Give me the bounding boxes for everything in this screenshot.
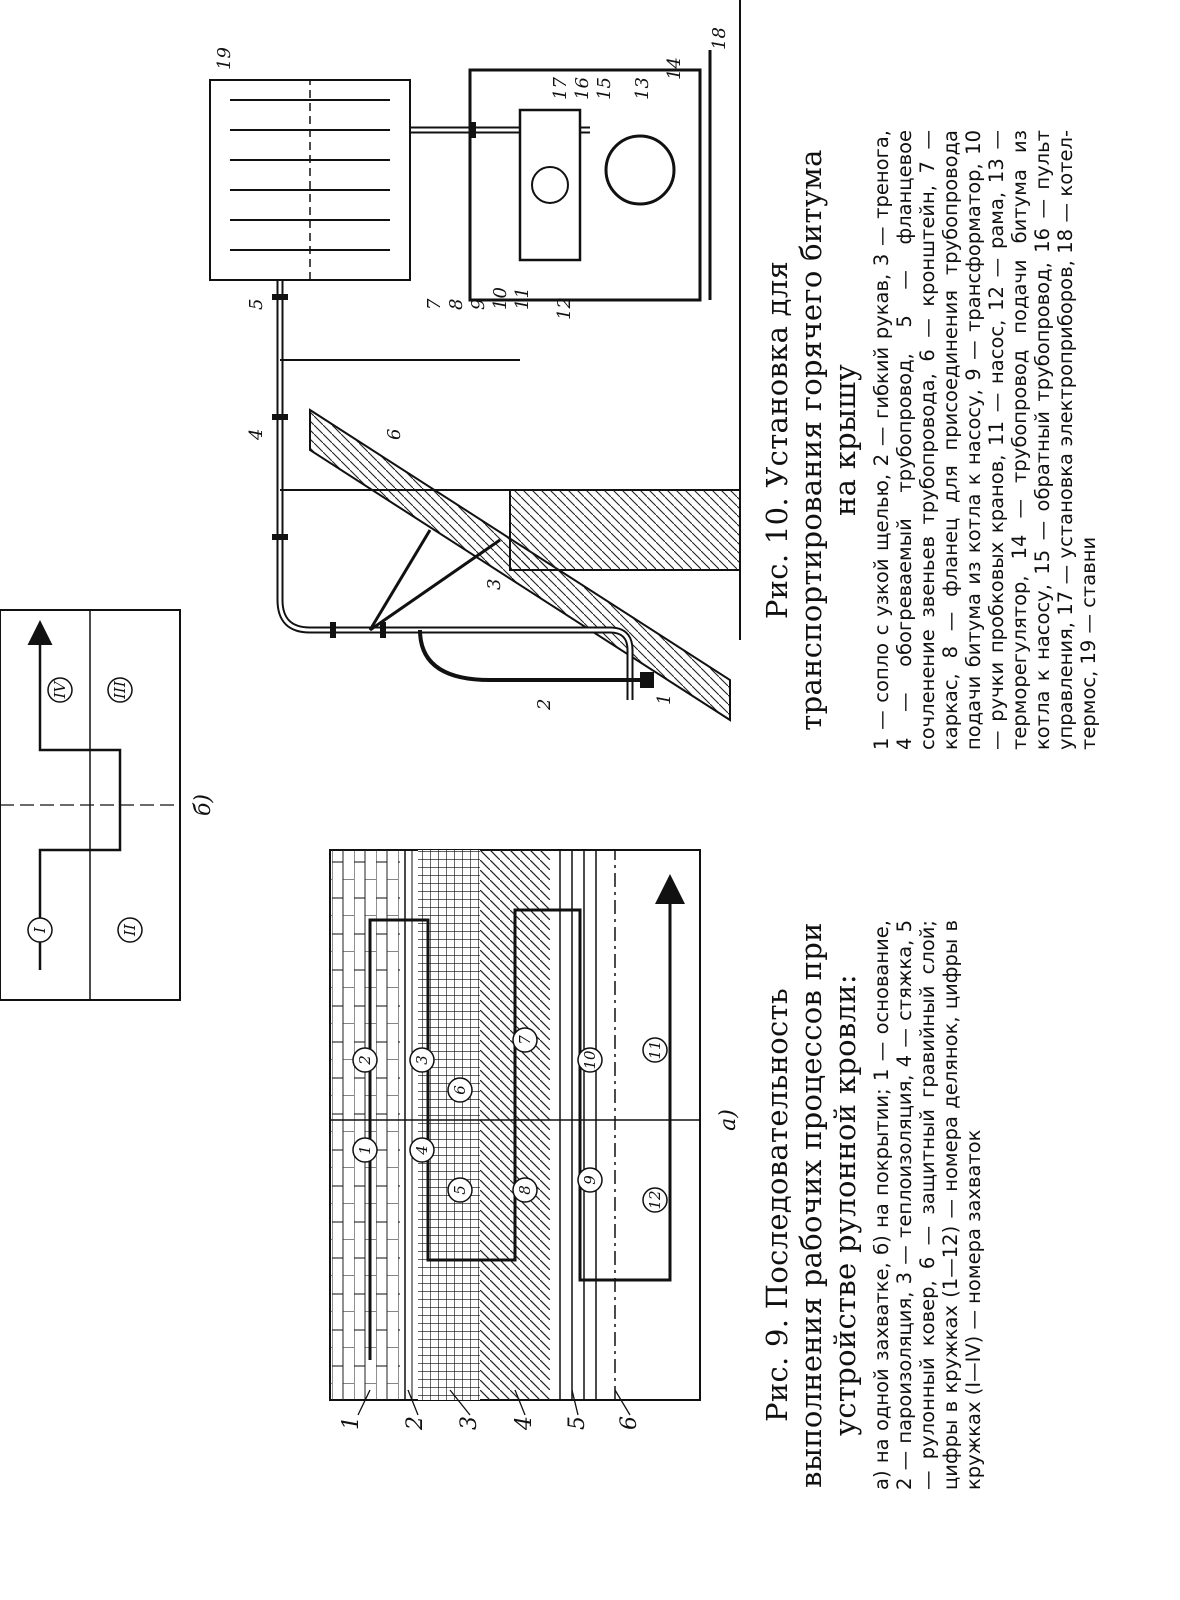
plot-number: 4 bbox=[413, 1145, 431, 1155]
plot-number: 6 bbox=[451, 1085, 469, 1095]
part-label: 5 bbox=[246, 298, 267, 310]
zone-number: IV bbox=[51, 681, 69, 699]
part-label: 18 bbox=[709, 27, 730, 50]
zone-number: I bbox=[31, 927, 49, 933]
plot-number: 1 bbox=[356, 1145, 374, 1155]
layer-label: 2 bbox=[403, 1416, 428, 1430]
plot-number: 5 bbox=[451, 1185, 469, 1195]
layer-label: 3 bbox=[457, 1416, 482, 1430]
figure-10-diagram bbox=[170, 0, 750, 740]
part-label: 2 bbox=[534, 698, 555, 710]
part-label: 12 bbox=[554, 297, 575, 320]
zone-number: II bbox=[121, 924, 139, 936]
part-label: 17 bbox=[550, 77, 571, 100]
part-label: 3 bbox=[484, 578, 505, 590]
figure-10-caption bbox=[760, 130, 1100, 750]
part-label: 15 bbox=[594, 77, 615, 100]
layer-label: 6 bbox=[617, 1416, 642, 1430]
subfigure-a-label: а) bbox=[716, 1109, 741, 1131]
figure-9-caption bbox=[760, 920, 985, 1490]
plot-number: 3 bbox=[413, 1055, 431, 1065]
plot-number: 2 bbox=[356, 1055, 374, 1065]
part-label: 1 bbox=[654, 693, 675, 705]
part-label: 8 bbox=[446, 298, 467, 310]
figure-10-title: Рис. 10. Установка для транспортирования горячего битума на крышу bbox=[760, 149, 862, 731]
plot-number: 12 bbox=[646, 1190, 664, 1210]
part-label: 7 bbox=[424, 298, 445, 310]
part-label: 16 bbox=[572, 77, 593, 100]
plot-number: 7 bbox=[516, 1035, 534, 1045]
part-label: 13 bbox=[632, 77, 653, 100]
figure-10-legend: 1 — сопло с узкой щелью, 2 — гибкий рукав, 3 — тренога, 4 — обогреваемый трубопровод, 5 — фланцевое сочленение звеньев трубопровода, 6 — кронштейн, 7 — каркас, 8 — фланец для присоединения трубопровода подачи битума из котла к насосу, 9 — трансформатор, 10 — ручки пробковых кранов, 11 — насос, 12 — рама, 13 — терморегулятор, 14 — трубопровод подачи битума из котла к насосу, 15 — обратный трубопровод, 16 — пульт управления, 17 — установка электроприборов, 18 — котел-термос, 19 — ставни bbox=[870, 130, 1100, 750]
plot-number: 11 bbox=[646, 1040, 664, 1060]
layer-label: 4 bbox=[512, 1416, 537, 1430]
part-label: 9 bbox=[468, 298, 489, 310]
subfigure-b-label: б) bbox=[191, 793, 216, 817]
zone-number: III bbox=[111, 681, 129, 699]
layer-label: 5 bbox=[565, 1416, 590, 1430]
part-label: 14 bbox=[664, 57, 685, 80]
figure-9-title: Рис. 9. Последовательность выполнения рабочих процессов при устройстве рулонной кровли: bbox=[760, 922, 862, 1488]
part-label: 4 bbox=[246, 428, 267, 440]
part-label: 19 bbox=[214, 47, 235, 70]
part-label: 10 bbox=[490, 287, 511, 310]
layer-label: 1 bbox=[339, 1416, 364, 1430]
part-label: 11 bbox=[512, 287, 533, 310]
plot-number: 10 bbox=[581, 1050, 599, 1070]
figure-9-legend: а) на одной захватке, б) на покрытии; 1 — основание, 2 — пароизоляция, 3 — теплоизоляция, 4 — стяжка, 5 — рулонный ковер, 6 — защитный гравийный слой; цифры в кружках (1—12) — номера делянок, цифры в кружках (I—IV) — номера захваток bbox=[870, 920, 985, 1490]
part-label: 6 bbox=[384, 428, 405, 440]
plot-number: 9 bbox=[581, 1175, 599, 1185]
plot-number: 8 bbox=[516, 1185, 534, 1195]
